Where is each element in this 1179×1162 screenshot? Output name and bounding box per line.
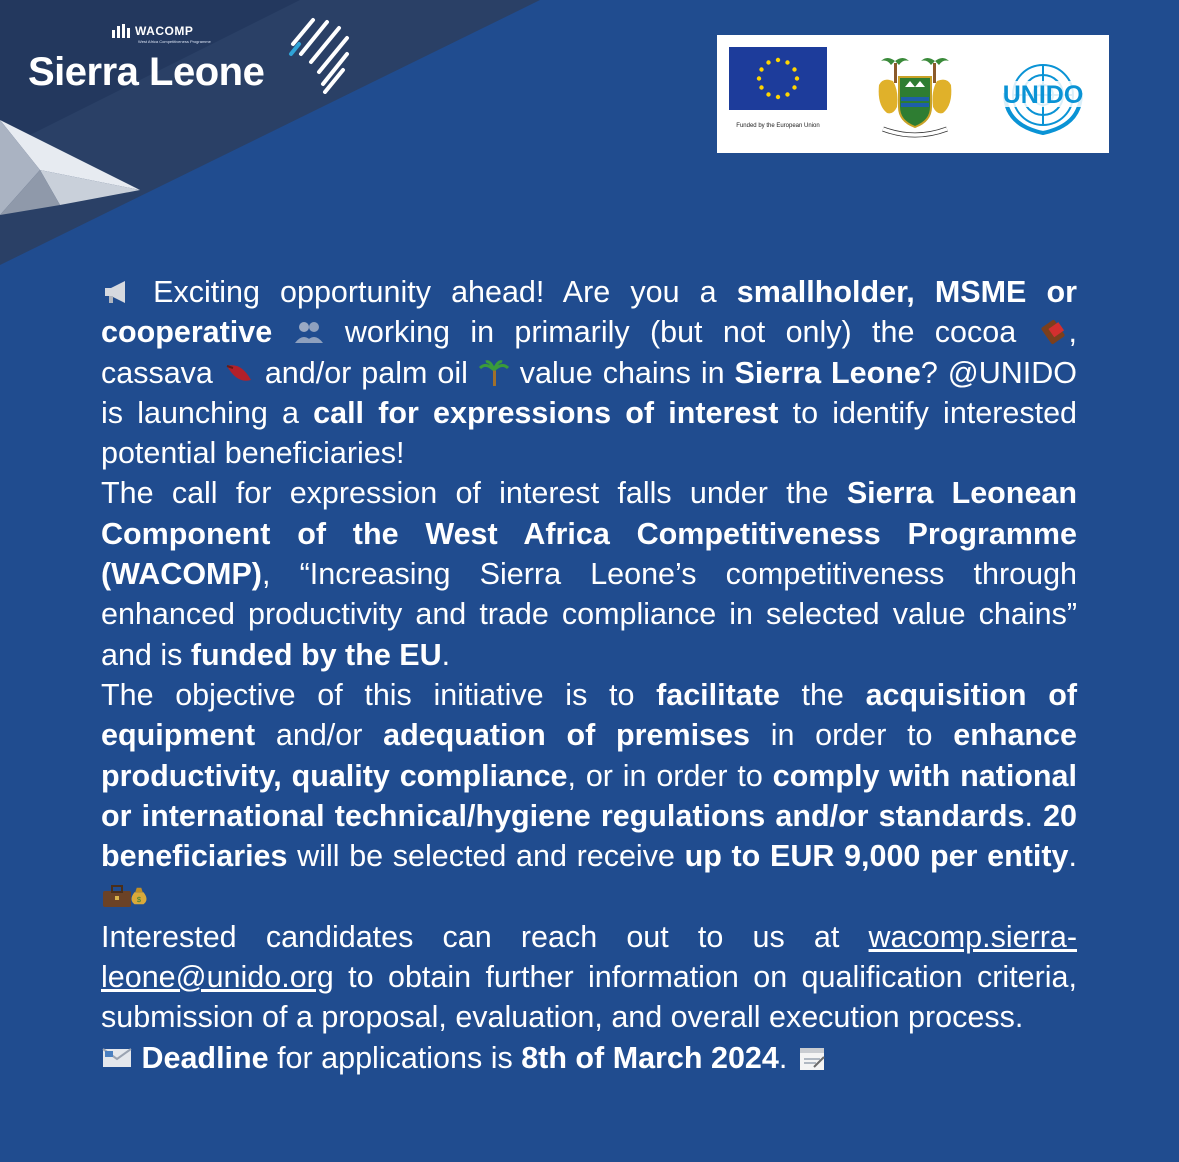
wacomp-wordmark: WACOMP xyxy=(135,24,194,38)
wacomp-logo xyxy=(112,24,193,38)
unido-wordmark: UNIDO xyxy=(1002,81,1084,109)
header-corner-art xyxy=(0,0,540,270)
wacomp-bars-icon xyxy=(112,24,130,38)
chocolate-icon xyxy=(1037,319,1069,345)
envelope-icon xyxy=(101,1045,133,1071)
paragraph-intro: Exciting opportunity ahead! Are you a smallholder, MSME or cooperative working in primarily (but not only) the cocoa , cassava and/or palm oil value chains in Sierra Leone? @UNIDO is launching a call for expressions of interest to identify interested potential beneficiaries! xyxy=(101,275,1077,471)
eu-flag-logo xyxy=(729,47,827,110)
people-icon xyxy=(293,319,325,345)
cassava-icon xyxy=(223,360,255,386)
paragraph-contact: Interested candidates can reach out to us at wacomp.sierra-leone@unido.org to obtain further information on qualification criteria, submission of a proposal, evaluation, and overall execution process. xyxy=(101,919,1077,1035)
svg-text:$: $ xyxy=(136,895,142,905)
announcement-body xyxy=(101,272,1077,1078)
paragraph-programme: The call for expression of interest falls under the Sierra Leonean Component of the West Africa Competitiveness Programme (WACOMP), “Increasing Sierra Leone’s competitiveness through enhanced productivity and trade compliance in selected value chains” and is funded by the EU. xyxy=(101,476,1077,672)
eu-caption: Funded by the European Union xyxy=(736,123,820,129)
wacomp-tagline: West Africa Competitiveness Programme xyxy=(138,39,211,44)
money-bag-icon xyxy=(127,883,151,909)
calendar-icon xyxy=(796,1045,828,1071)
unido-logo xyxy=(991,53,1095,137)
brand-title: Sierra Leone xyxy=(28,50,265,94)
palm-tree-icon xyxy=(478,360,510,386)
partner-logos-panel xyxy=(717,35,1109,153)
megaphone-icon xyxy=(101,279,133,305)
africa-map-icon xyxy=(285,14,355,94)
sierra-leone-coat-of-arms-logo xyxy=(865,45,965,145)
paragraph-deadline: Deadline for applications is 8th of March 2024. xyxy=(101,1038,1077,1078)
contact-email-link[interactable]: wacomp.sierra-leone@unido.org xyxy=(101,919,1077,995)
paragraph-objective: The objective of this initiative is to facilitate the acquisition of equipment and/or adequation of premises in order to enhance productivity, quality compliance, or in order to comply with national or international technical/hygiene regulations and/or standards. 20 beneficiaries will be selected and receive up to EUR 9,000 per entity. $ xyxy=(101,675,1077,917)
